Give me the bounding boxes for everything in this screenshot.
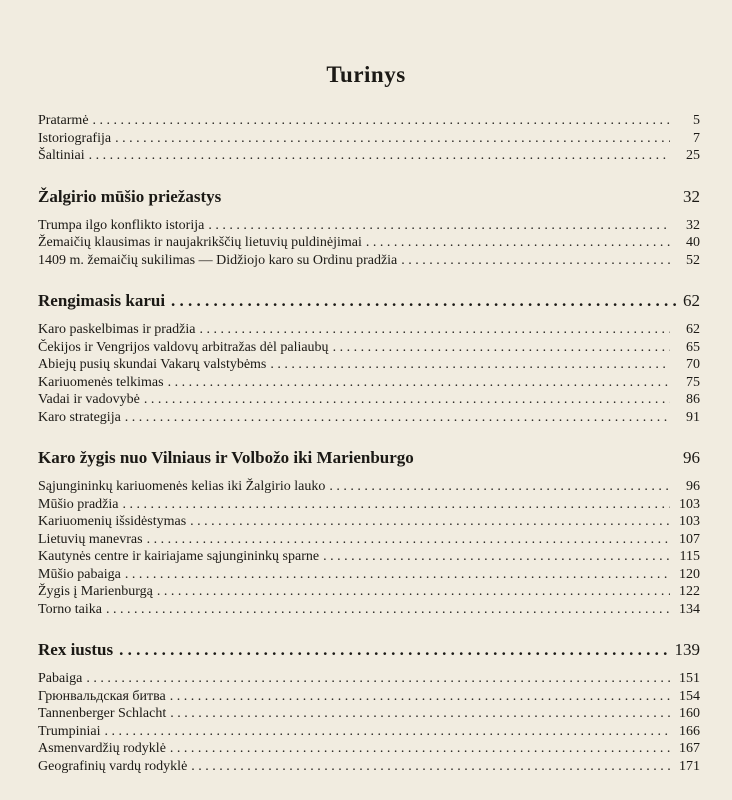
toc-entry	[38, 601, 700, 619]
dot-leader	[89, 147, 670, 165]
toc-entry-title: Abiejų pusių skundai Vakarų valstybėms	[38, 357, 267, 372]
chapter-heading	[38, 446, 700, 470]
toc-entry	[38, 531, 700, 549]
toc-entry-title: Pabaiga	[38, 671, 83, 686]
toc-entry-title: Lietuvių manevras	[38, 531, 143, 547]
toc-entry-title: Šaltiniai	[38, 148, 85, 163]
toc-entry-page: 5	[693, 113, 700, 128]
toc-entry-page: 32	[686, 217, 700, 233]
toc-entry	[38, 566, 700, 584]
dot-leader	[93, 112, 670, 130]
chapter-page: 62	[683, 291, 700, 310]
toc-entry-title: Žemaičių klausimas ir naujakrikščių lietuvių puldinėjimai	[38, 235, 362, 250]
toc-entry	[38, 391, 700, 409]
toc-entry	[38, 321, 700, 339]
dot-leader	[106, 601, 670, 619]
toc-entry-page: 115	[679, 549, 700, 564]
toc-entry-title: Karo strategija	[38, 409, 121, 425]
toc-entry-title: Torno taika	[38, 601, 102, 617]
toc-entry	[38, 723, 700, 741]
chapter-heading	[38, 638, 700, 662]
chapter-title: Rex iustus	[38, 640, 114, 659]
toc-entry-title: Geografinių vardų rodyklė	[38, 758, 188, 774]
toc-entry-title: Čekijos ir Vengrijos valdovų arbitražas dėl paliaubų	[38, 339, 329, 355]
dot-leader	[86, 670, 670, 688]
toc-entry	[38, 339, 700, 357]
toc-entry	[38, 356, 700, 374]
toc-entry	[38, 548, 700, 566]
toc-entry	[38, 252, 700, 270]
toc-entry-title: Trumpa ilgo konflikto istorija	[38, 217, 205, 233]
dot-leader	[171, 289, 677, 313]
chapter-section	[38, 185, 700, 270]
toc-entry	[38, 478, 700, 496]
toc-entry	[38, 217, 700, 235]
intro-entries	[38, 112, 700, 165]
toc-entry-title: Trumpiniai	[38, 723, 101, 739]
chapter-sections	[38, 185, 700, 776]
dot-leader	[329, 478, 670, 496]
chapter-page: 32	[683, 186, 700, 206]
toc-entry-title: Tannenberger Schlacht	[38, 706, 167, 721]
dot-leader	[115, 130, 670, 148]
toc-entry	[38, 513, 700, 531]
toc-entry-title: Грюнвальдская битва	[38, 688, 166, 704]
toc-entry-page: 25	[686, 148, 700, 163]
dot-leader	[199, 321, 670, 339]
toc-entry	[38, 130, 700, 148]
toc-entry-title: Kariuomenės telkimas	[38, 374, 164, 390]
toc-entry	[38, 234, 700, 252]
toc-entry-page: 167	[679, 741, 700, 756]
chapter-section	[38, 638, 700, 775]
chapter-title: Žalgirio mūšio priežastys	[38, 186, 222, 206]
toc-entry-page: 154	[679, 688, 700, 704]
toc-entry-page: 103	[679, 514, 700, 529]
dot-leader	[157, 583, 670, 601]
toc-entry-page: 62	[686, 322, 700, 337]
dot-leader	[170, 688, 670, 706]
dot-leader	[105, 723, 671, 741]
toc-entry	[38, 740, 700, 758]
chapter-title: Karo žygis nuo Vilniaus ir Volbožo iki Marienburgo	[38, 448, 414, 467]
dot-leader	[168, 374, 670, 392]
toc-entry-title: Karo paskelbimas ir pradžia	[38, 322, 196, 337]
toc-entry-page: 134	[679, 601, 700, 617]
toc-entry-title: Mūšio pabaiga	[38, 566, 121, 582]
dot-leader	[125, 566, 670, 584]
toc-entry-page: 96	[686, 479, 700, 494]
toc-entry-title: Kariuomenių išsidėstymas	[38, 514, 187, 529]
toc-entry-page: 103	[679, 496, 700, 512]
chapter-heading	[38, 289, 700, 313]
toc-entry-title: Istoriografija	[38, 130, 112, 146]
dot-leader	[170, 740, 670, 758]
toc-entry-page: 166	[679, 723, 700, 739]
dot-leader	[144, 391, 670, 409]
toc-entry-title: Sąjungininkų kariuomenės kelias iki Žalgirio lauko	[38, 479, 326, 494]
toc-entry-page: 91	[686, 409, 700, 425]
toc-entry-page: 65	[686, 339, 700, 355]
dot-leader	[366, 234, 670, 252]
table-of-contents	[38, 112, 700, 775]
toc-entry-title: Mūšio pradžia	[38, 496, 119, 512]
toc-entry-title: Kautynės centre ir kairiajame sąjungininkų sparne	[38, 549, 320, 564]
toc-entry	[38, 758, 700, 776]
dot-leader	[190, 513, 670, 531]
dot-leader	[401, 252, 670, 270]
toc-entry	[38, 583, 700, 601]
toc-entry	[38, 705, 700, 723]
toc-entry	[38, 147, 700, 165]
dot-leader	[119, 638, 668, 662]
toc-entry-title: Vadai ir vadovybė	[38, 392, 140, 407]
toc-entry	[38, 409, 700, 427]
toc-entry-title: Asmenvardžių rodyklė	[38, 741, 166, 756]
toc-entry-page: 40	[686, 235, 700, 250]
dot-leader	[147, 531, 670, 549]
toc-entry-page: 120	[679, 566, 700, 582]
dot-leader	[323, 548, 670, 566]
dot-leader	[191, 758, 670, 776]
toc-entry-page: 151	[679, 671, 700, 686]
toc-entry	[38, 496, 700, 514]
dot-leader	[333, 339, 670, 357]
toc-entry	[38, 670, 700, 688]
toc-entry	[38, 374, 700, 392]
chapter-section	[38, 289, 700, 426]
toc-entry-page: 70	[686, 357, 700, 372]
toc-entry-page: 7	[693, 130, 700, 146]
toc-entry-page: 52	[686, 252, 700, 268]
toc-entry	[38, 688, 700, 706]
chapter-section	[38, 446, 700, 618]
dot-leader	[170, 705, 670, 723]
chapter-page: 96	[683, 448, 700, 467]
toc-entry-page: 75	[686, 374, 700, 390]
toc-entry	[38, 112, 700, 130]
page-title: Turinys	[326, 62, 406, 87]
chapter-title: Rengimasis karui	[38, 291, 166, 310]
toc-entry-page: 86	[686, 392, 700, 407]
toc-entry-page: 122	[679, 584, 700, 599]
toc-entry-page: 171	[679, 758, 700, 774]
dot-leader	[125, 409, 670, 427]
toc-entry-title: 1409 m. žemaičių sukilimas — Didžiojo karo su Ordinu pradžia	[38, 252, 398, 268]
toc-entry-title: Žygis į Marienburgą	[38, 584, 153, 599]
chapter-page: 139	[674, 640, 700, 659]
dot-leader	[208, 217, 670, 235]
toc-entry-page: 107	[679, 531, 700, 547]
toc-entry-title: Pratarmė	[38, 113, 89, 128]
dot-leader	[122, 496, 670, 514]
dot-leader	[270, 356, 670, 374]
toc-entry-page: 160	[679, 706, 700, 721]
chapter-heading	[38, 185, 700, 209]
